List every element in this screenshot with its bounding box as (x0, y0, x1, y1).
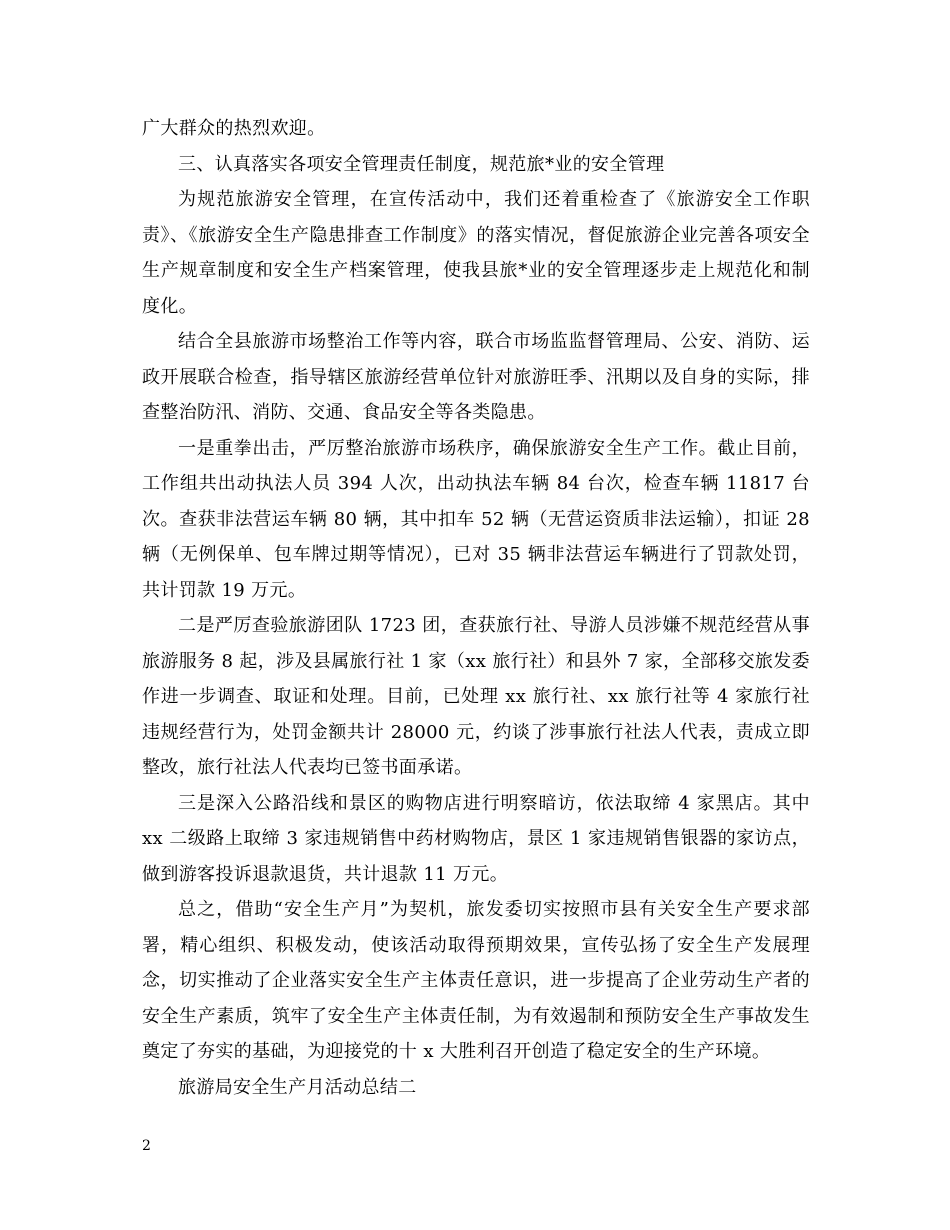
paragraph: 结合全县旅游市场整治工作等内容，联合市场监监督管理局、公安、消防、运政开展联合检查，指导辖区旅游经营单位针对旅游旺季、汛期以及自身的实际，排查整治防汛、消防、交通、食品安全等各类隐患。 (142, 331, 810, 423)
document-body (142, 111, 810, 1105)
section-heading: 三、认真落实各项安全管理责任制度，规范旅*业的安全管理 (178, 153, 665, 175)
page-number: 2 (142, 1138, 151, 1154)
paragraph-continuation: 广大群众的热烈欢迎。 (142, 118, 326, 139)
paragraph: 总之，借助“安全生产月”为契机，旅发委切实按照市县有关安全生产要求部署，精心组织、积极发动，使该活动取得预期效果，宣传弘扬了安全生产发展理念，切实推动了企业落实安全生产主体责任意识，进一步提高了企业劳动生产者的安全生产素质，筑牢了安全生产主体责任制，为有效遏制和预防安全生产事故发生奠定了夯实的基础，为迎接党的十 x 大胜利召开创造了稳定安全的生产环境。 (142, 899, 810, 1062)
paragraph: 一是重拳出击，严厉整治旅游市场秩序，确保旅游安全生产工作。截止目前，工作组共出动执法人员 394 人次，出动执法车辆 84 台次，检查车辆 11817 台次。查获非法营运车辆 80 辆，其中扣车 52 辆（无营运资质非法运输），扣证 28 辆（无例保单、包车牌过期等情况），已对 35 辆非法营运车辆进行了罚款处罚，共计罚款 19 万元。 (142, 437, 810, 601)
paragraph: 为规范旅游安全管理，在宣传活动中，我们还着重检查了《旅游安全工作职责》、《旅游安全生产隐患排查工作制度》的落实情况，督促旅游企业完善各项安全生产规章制度和安全生产档案管理，使我县旅*业的安全管理逐步走上规范化和制度化。 (142, 189, 810, 317)
paragraph: 三是深入公路沿线和景区的购物店进行明察暗访，依法取缔 4 家黑店。其中 xx 二级路上取缔 3 家违规销售中药材购物店，景区 1 家违规销售银器的家访点，做到游客投诉退款退货，共计退款 11 万元。 (142, 792, 810, 885)
next-section-title: 旅游局安全生产月活动总结二 (178, 1076, 417, 1098)
paragraph: 二是严厉查验旅游团队 1723 团，查获旅行社、导游人员涉嫌不规范经营从事旅游服务 8 起，涉及县属旅行社 1 家（xx 旅行社）和县外 7 家，全部移交旅发委作进一步调查、取证和处理。目前，已处理 xx 旅行社、xx 旅行社等 4 家旅行社违规经营行为，处罚金额共计 28000 元，约谈了涉事旅行社法人代表，责成立即整改，旅行社法人代表均已签书面承诺。 (142, 615, 810, 778)
